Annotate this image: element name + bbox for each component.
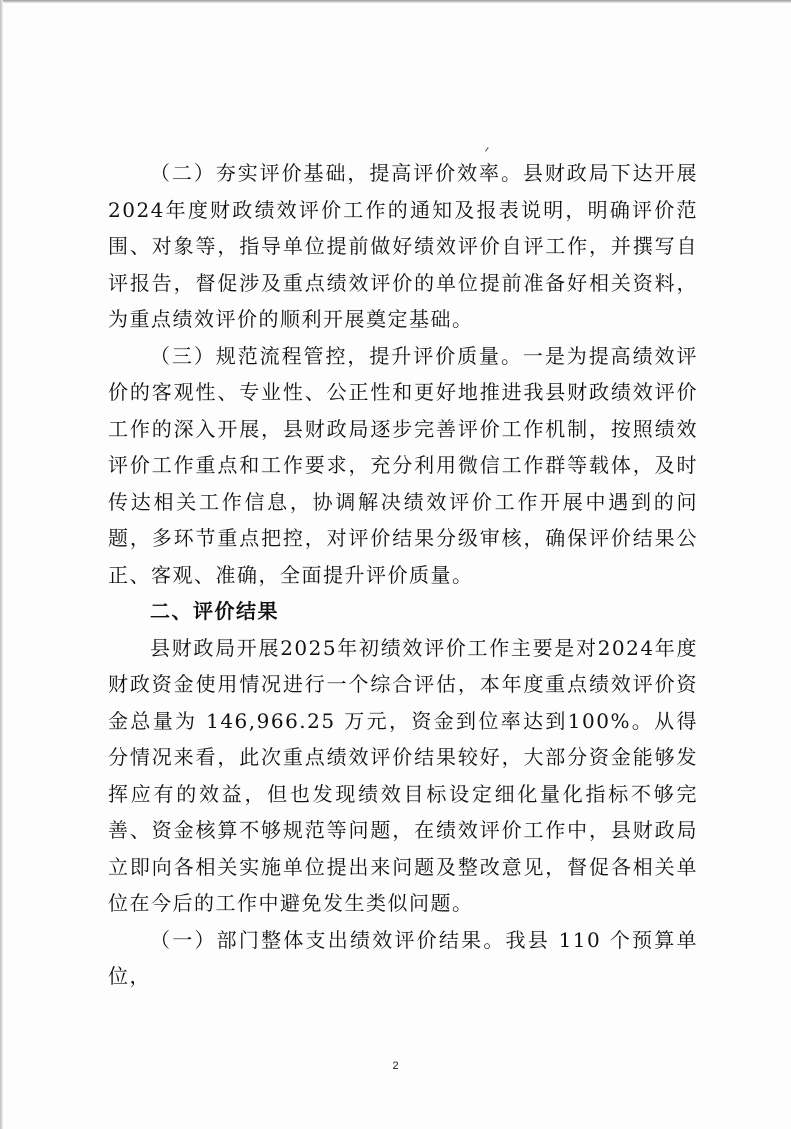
scan-mark (485, 147, 492, 154)
paragraph-results-summary: 县财政局开展2025年初绩效评价工作主要是对2024年度财政资金使用情况进行一个综合评估，本年度重点绩效评价资金总量为 146,966.25 万元，资金到位率达到100%。从得分情况来看，此次重点绩效评价结果较好，大部分资金能够发挥应有的效益，但也发现绩效目标设定细化量化指标不够完善、资金核算不够规范等问题，在绩效评价工作中，县财政局立即向各相关实施单位提出来问题及整改意见，督促各相关单位在今后的工作中避免发生类似问题。 (108, 635, 698, 915)
paragraph-department-expenditure: （一）部门整体支出绩效评价结果。我县 110 个预算单位， (108, 927, 698, 988)
paragraph-evaluation-basis: （二）夯实评价基础，提高评价效率。县财政局下达开展2024年度财政绩效评价工作的通知及报表说明，明确评价范围、对象等，指导单位提前做好绩效评价自评工作，并撰写自评报告，督促涉及重点绩效评价的单位提前准备好相关资料，为重点绩效评价的顺利开展奠定基础。 (108, 161, 698, 331)
paragraph-process-control: （三）规范流程管控，提升评价质量。一是为提高绩效评价的客观性、专业性、公正性和更好地推进我县财政绩效评价工作的深入开展，县财政局逐步完善评价工作机制，按照绩效评价工作重点和工作要求，充分利用微信工作群等载体，及时传达相关工作信息，协调解决绩效评价工作开展中遇到的问题，多环节重点把控，对评价结果分级审核，确保评价结果公正、客观、准确，全面提升评价质量。 (108, 343, 698, 587)
document-body (108, 155, 698, 995)
scan-edge-left (0, 0, 3, 1129)
page-number: 2 (392, 1060, 399, 1072)
scan-edge-top (0, 0, 791, 3)
section-heading-results: 二、评价结果 (150, 599, 279, 623)
